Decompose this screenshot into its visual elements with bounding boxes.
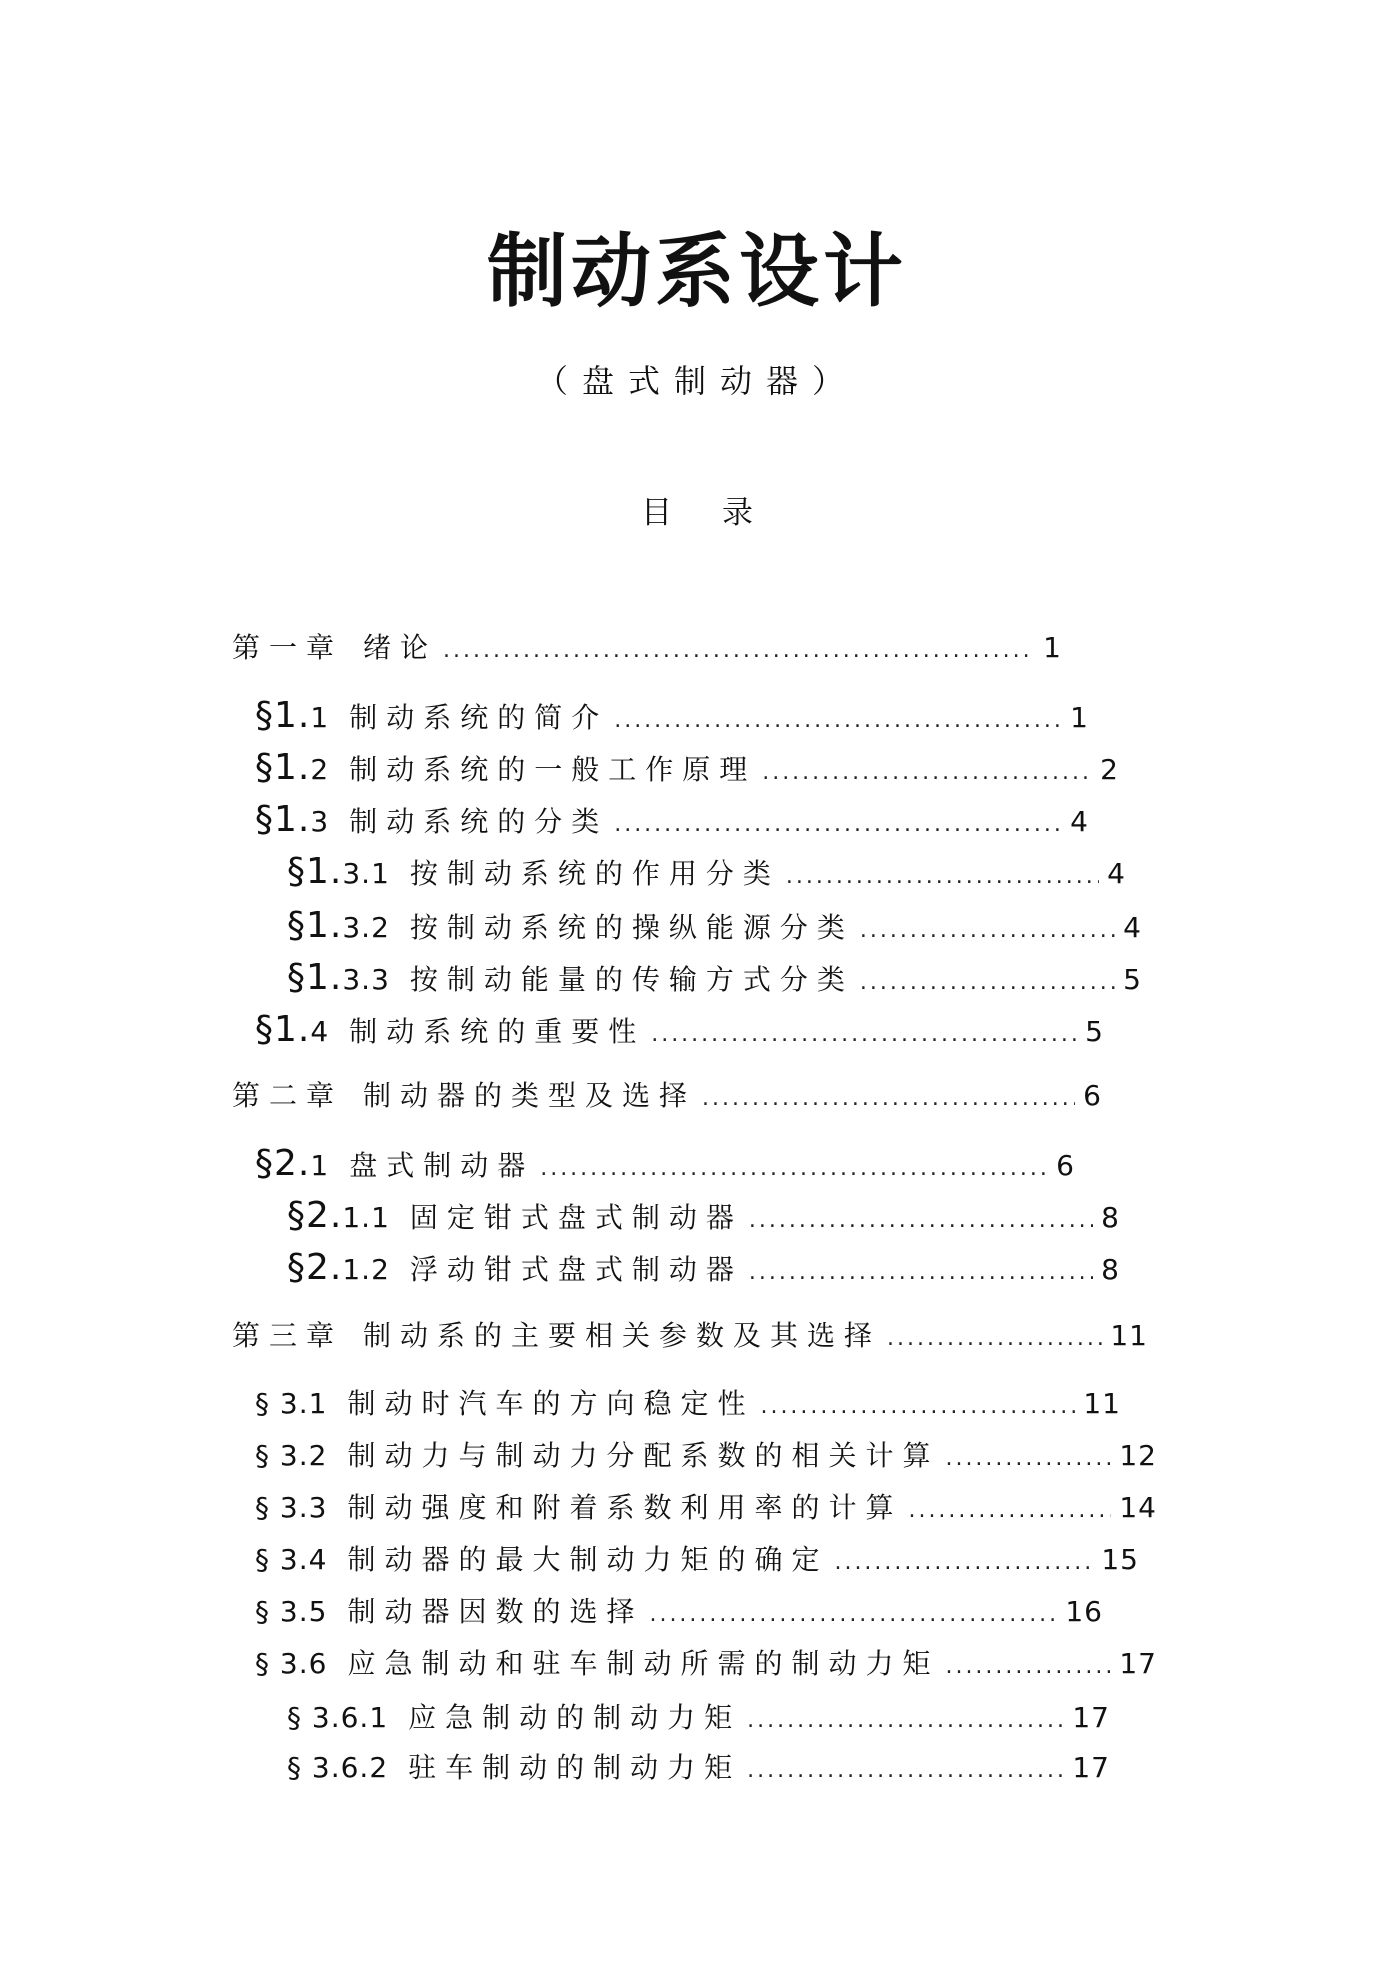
toc-dot-leader (749, 1253, 1093, 1293)
toc-dot-leader (908, 1491, 1111, 1531)
toc-entry-label: 制动器因数的选择 (347, 1595, 644, 1628)
toc-entry-number: §1.4 (255, 1009, 330, 1050)
toc-entry-label: 制动器的最大制动力矩的确定 (347, 1543, 829, 1576)
toc-entry-3-1[interactable] (255, 1384, 1121, 1424)
toc-entry-label: 应急制动和驻车制动所需的制动力矩 (347, 1647, 940, 1680)
toc-entry-2-1-1[interactable] (287, 1196, 1120, 1236)
toc-dot-leader (749, 1201, 1093, 1241)
toc-entry-1-3-1[interactable] (287, 852, 1126, 892)
toc-entry-page: 4 (1123, 911, 1142, 944)
toc-entry-chapter-3[interactable] (232, 1316, 1148, 1356)
toc-entry-page: 12 (1119, 1439, 1157, 1472)
toc-entry-page: 17 (1119, 1647, 1157, 1680)
toc-entry-label: 应急制动的制动力矩 (408, 1701, 742, 1734)
toc-entry-page: 1 (1043, 631, 1062, 664)
toc-entry-chapter-1[interactable] (232, 628, 1062, 668)
toc-dot-leader (614, 701, 1062, 741)
toc-dot-leader (786, 857, 1099, 897)
toc-entry-number: §2.1 (255, 1143, 330, 1184)
toc-entry-1-4[interactable] (255, 1010, 1104, 1050)
toc-entry-label: 制动系统的一般工作原理 (349, 753, 757, 786)
toc-entry-number: §1.3.2 (287, 905, 390, 946)
toc-entry-label: 固定钳式盘式制动器 (409, 1201, 743, 1234)
toc-entry-number: 第一章 (232, 631, 344, 664)
toc-dot-leader (651, 1015, 1077, 1055)
toc-entry-label: 盘式制动器 (349, 1149, 535, 1182)
toc-dot-leader (614, 805, 1062, 845)
toc-dot-leader (945, 1439, 1111, 1479)
toc-entry-label: 制动系统的简介 (349, 701, 609, 734)
toc-entry-1-2[interactable] (255, 748, 1119, 788)
toc-entry-number: § 3.6 (255, 1647, 328, 1680)
toc-entry-3-2[interactable] (255, 1436, 1157, 1476)
toc-entry-number: § 3.2 (255, 1439, 328, 1472)
toc-entry-page: 2 (1100, 753, 1119, 786)
toc-dot-leader (702, 1079, 1075, 1119)
toc-dot-leader (747, 1751, 1064, 1791)
toc-dot-leader (747, 1701, 1064, 1741)
toc-entry-number: § 3.3 (255, 1491, 328, 1524)
toc-entry-number: §2.1.1 (287, 1195, 390, 1236)
toc-entry-1-1[interactable] (255, 696, 1089, 736)
toc-entry-page: 8 (1101, 1253, 1120, 1286)
toc-entry-number: §1.2 (255, 747, 330, 788)
toc-entry-label: 按制动能量的传输方式分类 (409, 963, 854, 996)
toc-entry-page: 14 (1119, 1491, 1157, 1524)
toc-entry-3-5[interactable] (255, 1592, 1103, 1632)
toc-entry-label: 制动器的类型及选择 (363, 1079, 697, 1112)
toc-entry-number: 第三章 (232, 1319, 344, 1352)
toc-dot-leader (760, 1387, 1075, 1427)
toc-entry-page: 1 (1070, 701, 1089, 734)
toc-entry-page: 4 (1070, 805, 1089, 838)
toc-entry-number: § 3.6.2 (287, 1751, 389, 1784)
toc-entry-label: 制动强度和附着系数利用率的计算 (347, 1491, 903, 1524)
toc-entry-number: § 3.1 (255, 1387, 328, 1420)
toc-entry-1-3-3[interactable] (287, 958, 1142, 998)
toc-entry-3-3[interactable] (255, 1488, 1157, 1528)
toc-entry-page: 16 (1065, 1595, 1103, 1628)
toc-entry-number: §1.3 (255, 799, 330, 840)
toc-entry-chapter-2[interactable] (232, 1076, 1102, 1116)
toc-entry-2-1-2[interactable] (287, 1248, 1120, 1288)
toc-entry-number: § 3.6.1 (287, 1701, 389, 1734)
toc-entry-2-1[interactable] (255, 1144, 1075, 1184)
document-subtitle: （盘式制动器） (535, 362, 858, 400)
toc-entry-page: 6 (1056, 1149, 1075, 1182)
toc-entry-label: 制动力与制动力分配系数的相关计算 (347, 1439, 940, 1472)
toc-entry-label: 制动系统的分类 (349, 805, 609, 838)
toc-entry-number: §1.3.1 (287, 851, 390, 892)
toc-heading: 目录 (641, 495, 803, 531)
toc-entry-1-3-2[interactable] (287, 906, 1142, 946)
toc-entry-label: 绪论 (363, 631, 438, 664)
toc-entry-1-3[interactable] (255, 800, 1089, 840)
toc-entry-label: 制动系统的重要性 (349, 1015, 646, 1048)
toc-dot-leader (887, 1319, 1102, 1359)
toc-entry-page: 17 (1072, 1751, 1110, 1784)
toc-entry-3-6-1[interactable] (287, 1698, 1110, 1738)
toc-entry-page: 4 (1107, 857, 1126, 890)
toc-entry-page: 5 (1085, 1015, 1104, 1048)
toc-entry-number: 第二章 (232, 1079, 344, 1112)
toc-entry-label: 浮动钳式盘式制动器 (409, 1253, 743, 1286)
toc-entry-label: 制动时汽车的方向稳定性 (347, 1387, 755, 1420)
toc-entry-number: §2.1.2 (287, 1247, 390, 1288)
toc-entry-label: 按制动系统的作用分类 (409, 857, 780, 890)
toc-entry-page: 15 (1101, 1543, 1139, 1576)
toc-entry-number: § 3.5 (255, 1595, 328, 1628)
toc-entry-3-4[interactable] (255, 1540, 1139, 1580)
toc-dot-leader (649, 1595, 1057, 1635)
toc-dot-leader (945, 1647, 1111, 1687)
toc-entry-page: 11 (1083, 1387, 1121, 1420)
toc-entry-number: § 3.4 (255, 1543, 328, 1576)
toc-dot-leader (860, 911, 1115, 951)
toc-entry-page: 11 (1110, 1319, 1148, 1352)
toc-dot-leader (540, 1149, 1048, 1189)
document-title: 制动系设计 (487, 225, 907, 318)
toc-entry-number: §1.1 (255, 695, 330, 736)
toc-entry-label: 驻车制动的制动力矩 (408, 1751, 742, 1784)
toc-entry-3-6[interactable] (255, 1644, 1157, 1684)
toc-dot-leader (860, 963, 1115, 1003)
toc-entry-page: 5 (1123, 963, 1142, 996)
toc-dot-leader (834, 1543, 1093, 1583)
toc-entry-page: 17 (1072, 1701, 1110, 1734)
toc-entry-page: 8 (1101, 1201, 1120, 1234)
toc-entry-number: §1.3.3 (287, 957, 390, 998)
toc-entry-3-6-2[interactable] (287, 1748, 1110, 1788)
toc-entry-page: 6 (1083, 1079, 1102, 1112)
toc-entry-label: 制动系的主要相关参数及其选择 (363, 1319, 882, 1352)
toc-dot-leader (443, 631, 1035, 671)
toc-dot-leader (762, 753, 1092, 793)
toc-entry-label: 按制动系统的操纵能源分类 (409, 911, 854, 944)
